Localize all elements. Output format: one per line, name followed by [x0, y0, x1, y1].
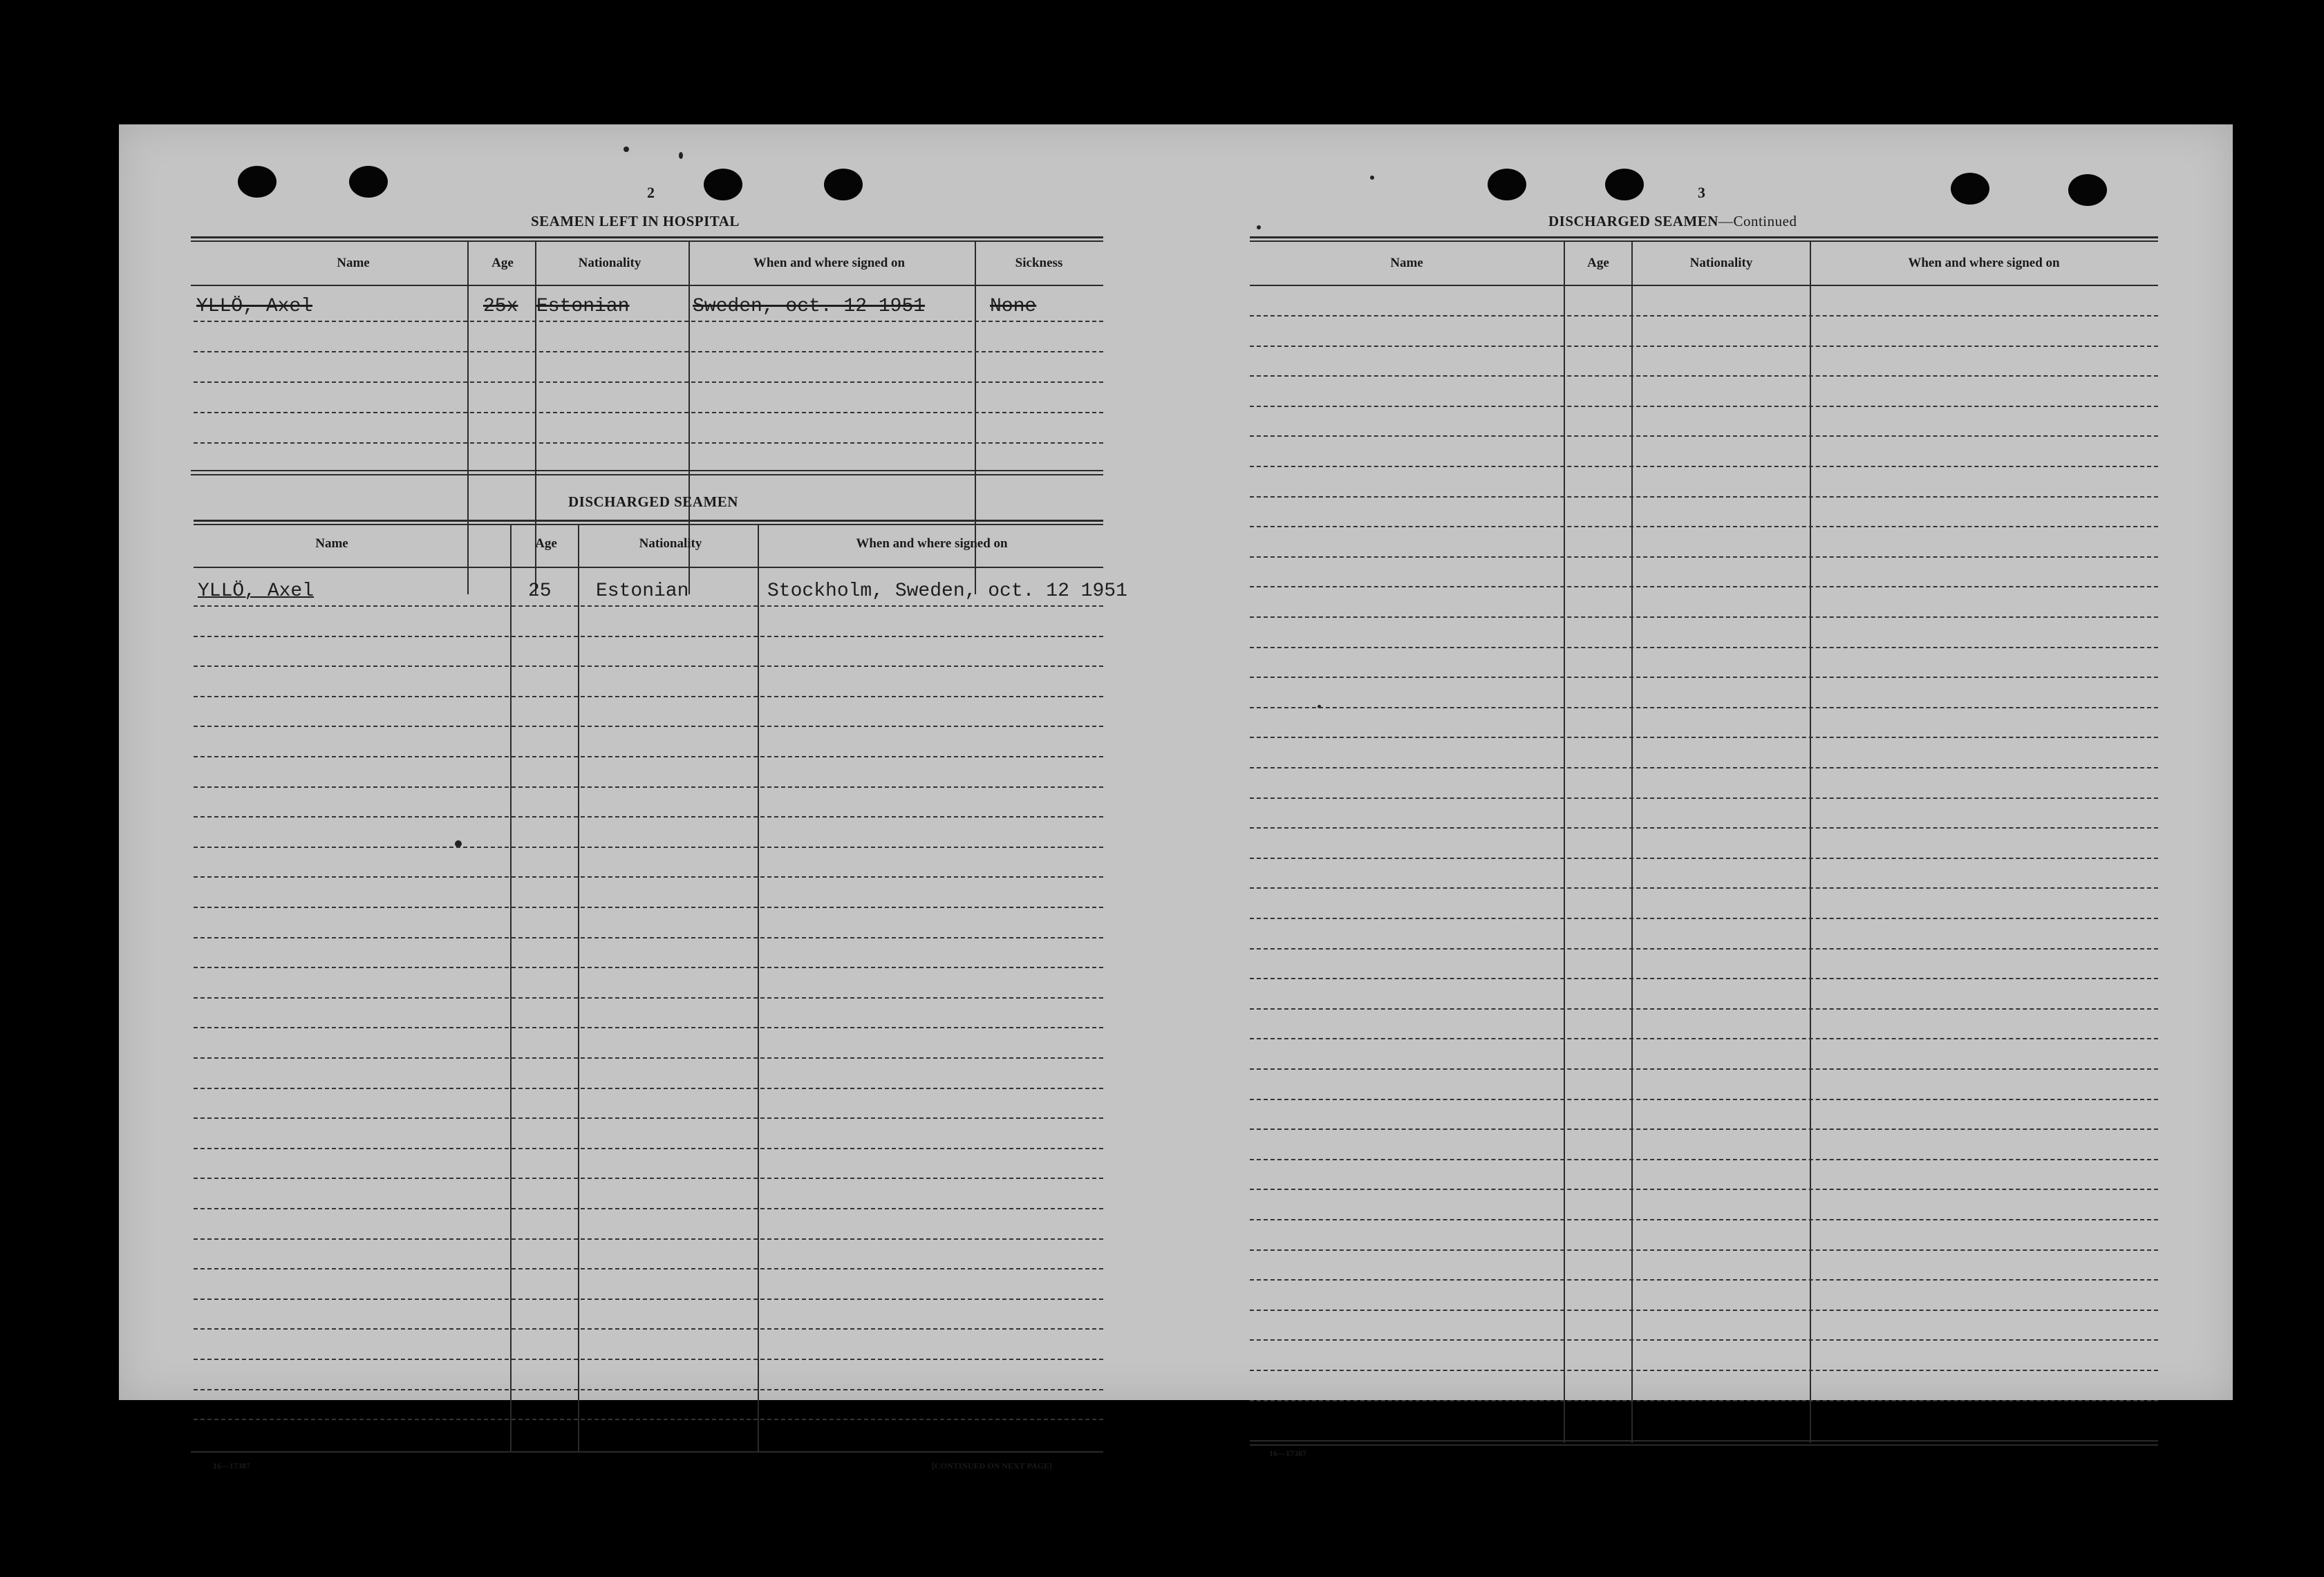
- ink-speck: [624, 147, 629, 152]
- row-line: [1250, 1038, 2158, 1039]
- column-header: Age: [535, 536, 557, 551]
- row-line: [194, 1389, 1103, 1390]
- row-line: [194, 997, 1103, 999]
- row-line: [1250, 1129, 2158, 1130]
- row-line: [1250, 375, 2158, 377]
- row-line: [194, 967, 1103, 968]
- right-title-suffix: —Continued: [1718, 213, 1797, 229]
- row-line: [1250, 737, 2158, 738]
- row-line: [194, 696, 1103, 697]
- row-line: [1250, 346, 2158, 347]
- row-line: [1250, 978, 2158, 979]
- rule: [191, 285, 1103, 286]
- column-header: Sickness: [1015, 256, 1063, 270]
- row-line: [1250, 797, 2158, 799]
- row-line: [194, 756, 1103, 757]
- struck-age: 25x: [483, 296, 518, 317]
- row-line: [1250, 435, 2158, 437]
- column-divider: [1810, 242, 1811, 1443]
- row-line: [1250, 1279, 2158, 1281]
- rule: [1250, 240, 2158, 242]
- row-line: [194, 1328, 1103, 1330]
- punch-hole: [349, 166, 388, 198]
- punch-hole: [704, 169, 742, 200]
- row-line: [1250, 1008, 2158, 1010]
- row-line: [194, 1238, 1103, 1240]
- row-line: [194, 1178, 1103, 1179]
- hospital-section-title: SEAMEN LEFT IN HOSPITAL: [531, 213, 740, 229]
- ink-speck: [1370, 176, 1374, 180]
- row-line: [194, 726, 1103, 727]
- row-line: [1250, 677, 2158, 678]
- rule: [191, 236, 1103, 238]
- rule: [191, 240, 1103, 242]
- rule: [1250, 1440, 2158, 1442]
- row-line: [1250, 1370, 2158, 1371]
- rule: [191, 1451, 1103, 1453]
- punch-hole: [2068, 174, 2107, 206]
- discharged-nationality: Estonian: [596, 580, 689, 602]
- row-line: [1250, 526, 2158, 527]
- discharged-age: 25: [528, 580, 552, 602]
- row-line: [194, 351, 1103, 352]
- column-header: When and where signed on: [1908, 256, 2060, 270]
- row-line: [194, 1088, 1103, 1089]
- row-line: [1250, 827, 2158, 829]
- discharged-name: YLLÖ, Axel: [198, 580, 315, 602]
- discharged-signed-on: Stockholm, Sweden, oct. 12 1951: [767, 580, 1127, 602]
- row-line: [1250, 918, 2158, 919]
- row-line: [194, 1359, 1103, 1360]
- row-line: [1250, 586, 2158, 587]
- row-line: [1250, 1400, 2158, 1401]
- row-line: [194, 1057, 1103, 1059]
- row-line: [1250, 556, 2158, 558]
- row-line: [194, 442, 1103, 444]
- row-line: [194, 1117, 1103, 1119]
- column-divider: [1564, 242, 1565, 1443]
- row-line: [194, 1299, 1103, 1300]
- row-line: [194, 847, 1103, 848]
- column-header: Age: [1587, 256, 1609, 270]
- ink-speck: [1257, 225, 1261, 229]
- row-line: [194, 665, 1103, 667]
- discharged-section-title: DISCHARGED SEAMEN: [568, 493, 738, 510]
- row-line: [1250, 466, 2158, 467]
- rule: [191, 470, 1103, 471]
- row-line: [1250, 858, 2158, 859]
- punch-hole: [238, 166, 277, 198]
- rule: [1250, 285, 2158, 286]
- column-divider: [758, 525, 759, 1451]
- row-line: [1250, 887, 2158, 889]
- row-line: [1250, 1339, 2158, 1341]
- row-line: [194, 636, 1103, 637]
- row-line: [1250, 1068, 2158, 1070]
- row-line: [194, 381, 1103, 383]
- row-line: [1250, 315, 2158, 317]
- struck-signed-on: Sweden, oct. 12 1951: [693, 296, 926, 317]
- punch-hole: [1605, 169, 1644, 200]
- rule: [191, 474, 1103, 475]
- form-number-right: 16—17387: [1269, 1448, 1306, 1458]
- row-line: [194, 1419, 1103, 1420]
- row-line: [1250, 1310, 2158, 1311]
- rule: [194, 567, 1103, 568]
- right-title-text: DISCHARGED SEAMEN: [1548, 213, 1718, 229]
- ink-speck: [679, 152, 683, 159]
- row-line: [194, 1268, 1103, 1269]
- struck-name: YLLÖ, Axel: [196, 296, 313, 317]
- right-section-title: [1548, 213, 1797, 230]
- rule: [194, 524, 1103, 525]
- row-line: [1250, 767, 2158, 768]
- row-line: [1250, 616, 2158, 618]
- continued-note: [CONTINUED ON NEXT PAGE]: [932, 1461, 1052, 1471]
- column-header: When and where signed on: [856, 536, 1008, 551]
- rule: [194, 520, 1103, 522]
- form-sheet: [119, 124, 2233, 1471]
- column-header: Nationality: [578, 256, 641, 270]
- row-line: [194, 1208, 1103, 1209]
- row-line: [1250, 948, 2158, 950]
- column-divider: [578, 525, 579, 1451]
- rule: [1250, 236, 2158, 238]
- row-line: [1250, 496, 2158, 498]
- column-divider: [510, 525, 512, 1451]
- row-line: [1250, 1159, 2158, 1160]
- punch-hole: [1951, 173, 1989, 205]
- column-header: Nationality: [1689, 256, 1753, 270]
- row-line: [194, 816, 1103, 818]
- struck-nationality: Estonian: [536, 296, 630, 317]
- row-line: [194, 786, 1103, 788]
- row-line: [194, 1148, 1103, 1149]
- punch-hole: [824, 169, 863, 200]
- rule: [1250, 1444, 2158, 1446]
- column-header: Name: [337, 256, 370, 270]
- row-line: [194, 876, 1103, 878]
- row-line: [194, 605, 1103, 607]
- column-header: When and where signed on: [753, 256, 906, 270]
- row-line: [1250, 707, 2158, 708]
- column-header: Nationality: [639, 536, 702, 551]
- punch-hole: [1488, 169, 1526, 200]
- column-header: Name: [315, 536, 348, 551]
- page-number-right: 3: [1698, 184, 1705, 201]
- column-header: Age: [491, 256, 514, 270]
- column-divider: [1631, 242, 1633, 1443]
- form-number-left: 16—17387: [213, 1461, 250, 1471]
- row-line: [194, 321, 1103, 322]
- row-line: [194, 937, 1103, 938]
- column-header: Name: [1390, 256, 1423, 270]
- row-line: [194, 412, 1103, 413]
- row-line: [1250, 1099, 2158, 1100]
- row-line: [1250, 1249, 2158, 1251]
- row-line: [1250, 406, 2158, 407]
- row-line: [194, 907, 1103, 908]
- row-line: [1250, 1189, 2158, 1190]
- row-line: [1250, 1219, 2158, 1220]
- row-line: [194, 1027, 1103, 1028]
- row-line: [1250, 647, 2158, 648]
- page-number-left: 2: [647, 184, 655, 201]
- struck-sickness: None: [990, 296, 1037, 317]
